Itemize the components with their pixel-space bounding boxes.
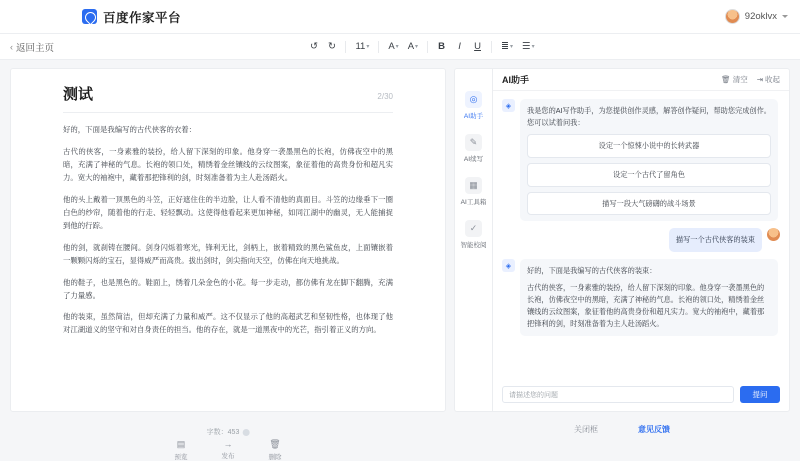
clear-chat-label: 清空 xyxy=(732,75,748,84)
sidebar-item-label: AI助手 xyxy=(463,113,484,120)
chat-bubble xyxy=(520,259,778,335)
toolbox-icon: ▦ xyxy=(465,177,482,194)
back-home-label: 返回主页 xyxy=(16,42,55,54)
italic-icon: I xyxy=(458,41,461,52)
preview-label: 预览 xyxy=(174,454,188,461)
main-content xyxy=(0,60,800,412)
brand-name: 百度作家平台 xyxy=(103,10,182,25)
chevron-down-icon xyxy=(782,15,788,18)
title-divider xyxy=(63,112,393,113)
top-bar xyxy=(0,0,800,34)
editor-toolbar xyxy=(0,34,800,60)
footer-actions xyxy=(175,439,282,461)
chat-bubble-text: 我是您的AI写作助手，为您提供创作灵感，解答创作疑问，帮助您完成创作。您可以试着问我： xyxy=(527,106,771,127)
title-char-count: 2/30 xyxy=(377,92,393,101)
brand[interactable] xyxy=(82,8,181,26)
chat-bubble: 描写一个古代侠客的装束 xyxy=(669,228,762,252)
assistant-avatar-icon: ◈ xyxy=(502,99,515,112)
toolbar-divider xyxy=(378,41,379,53)
text-color-button[interactable] xyxy=(385,38,401,55)
pencil-icon: ✎ xyxy=(465,134,482,151)
suggestion-chip[interactable]: 描写一段大气磅礴的战斗场景 xyxy=(527,192,771,216)
align-button[interactable] xyxy=(498,38,516,55)
document-paragraph: 他的头上戴着一顶黑色的斗笠，正好遮住住的半边脸，让人看不清他的真面目。斗笠的边缘垂下一圈白色的纱帘，随着他的行走、轻轻飘动。这使得他看起来更加神秘，如同江湖中的幽灵，无人能捕捉到他的行踪。 xyxy=(63,194,393,230)
clear-chat-button[interactable] xyxy=(721,74,748,85)
collapse-chat-label: 收起 xyxy=(765,75,780,84)
avatar xyxy=(767,228,780,241)
publish-label: 发布 xyxy=(221,453,235,460)
feather-logo-icon xyxy=(82,9,97,24)
list-icon: ☰ xyxy=(522,41,531,52)
formatting-tools xyxy=(306,38,537,55)
send-button[interactable]: 提问 xyxy=(740,386,780,403)
chevron-down-icon: ▾ xyxy=(415,44,419,50)
sidebar-item-ai-rewrite[interactable] xyxy=(455,134,492,163)
chat-message-list[interactable] xyxy=(493,91,789,380)
redo-button[interactable] xyxy=(324,38,339,55)
tab-feedback[interactable]: 意见反馈 xyxy=(638,424,670,434)
user-menu[interactable] xyxy=(725,9,788,24)
font-size-select[interactable] xyxy=(352,38,372,55)
trash-icon: 🗑 xyxy=(269,439,281,449)
check-doc-icon: ✓ xyxy=(465,220,482,237)
preview-button[interactable] xyxy=(175,439,188,461)
assistant-sidebar xyxy=(454,68,492,412)
chevron-down-icon: ▾ xyxy=(395,44,399,50)
sidebar-item-label: 智能校阅 xyxy=(460,242,487,249)
footer-tabs xyxy=(454,424,790,435)
document-paragraph: 他的装束，虽然简洁，但却充满了力量和威严。这不仅显示了他的高超武艺和坚韧性格，也体现了他对江湖道义的坚守和对自身责任的担当。他的存在，就是一道黑夜中的光芒，指引着正义的方向。 xyxy=(63,312,393,335)
collapse-chat-button[interactable] xyxy=(757,74,780,85)
assistant-icon: ◎ xyxy=(465,91,482,108)
collapse-icon: ⇥ xyxy=(756,75,763,84)
align-icon: ≣ xyxy=(501,41,510,52)
footer-bar xyxy=(0,412,800,461)
chat-header-actions xyxy=(721,74,780,85)
suggestion-chip[interactable]: 设定一个古代了留角色 xyxy=(527,163,771,187)
info-icon xyxy=(242,429,249,436)
chevron-down-icon: ▾ xyxy=(366,44,370,50)
undo-button[interactable] xyxy=(306,38,321,55)
chat-input[interactable]: 请描述您的问题 xyxy=(502,386,734,403)
trash-icon: 🗑 xyxy=(721,75,731,84)
highlight-color-button[interactable] xyxy=(405,38,421,55)
chat-bubble xyxy=(520,99,778,221)
chat-title: AI助手 xyxy=(502,75,530,85)
editor-card xyxy=(10,68,446,412)
preview-icon: ▤ xyxy=(176,439,186,449)
document-title-row xyxy=(63,83,393,104)
avatar xyxy=(725,9,740,24)
chevron-down-icon: ▾ xyxy=(531,44,535,50)
bold-button[interactable] xyxy=(434,38,449,55)
toolbar-divider xyxy=(427,41,428,53)
chevron-down-icon: ▾ xyxy=(510,44,514,50)
toolbar-divider xyxy=(345,41,346,53)
sidebar-item-ai-toolbox[interactable] xyxy=(455,177,492,206)
user-name: 92oklvx xyxy=(744,11,777,22)
toolbar-divider xyxy=(491,41,492,53)
word-count xyxy=(207,427,250,437)
document-title-input[interactable]: 测试 xyxy=(63,86,94,103)
font-size-value: 11 xyxy=(355,41,366,52)
word-count-label: 字数：453 xyxy=(206,429,240,436)
underline-button[interactable] xyxy=(470,38,485,55)
publish-button[interactable] xyxy=(222,439,235,461)
assistant-avatar-icon: ◈ xyxy=(502,259,515,272)
document-area[interactable] xyxy=(11,69,445,411)
list-button[interactable] xyxy=(519,38,538,55)
sidebar-item-label: AI工具箱 xyxy=(460,199,487,206)
bold-icon: B xyxy=(438,41,445,52)
chat-header xyxy=(493,69,789,91)
chat-bubble-text: 古代的侠客，一身素雅的装扮，给人留下深刻的印象。他身穿一袭墨黑色的长袍，仿佛夜空中的黑暗，充满了神秘的气息。长袍的领口处，精绣着金丝镶线的云纹图案，象征着他的高贵身份和超凡实力。宽大的袖袍中，藏着那把锋利的剑，时刻准备着为主人赴汤蹈火。 xyxy=(527,283,765,328)
chevron-left-icon: ‹ xyxy=(10,41,13,52)
chat-bubble-text: 好的，下面是我编写的古代侠客的装束： xyxy=(527,266,657,276)
delete-button[interactable] xyxy=(269,439,282,461)
redo-icon: ↻ xyxy=(327,41,336,52)
document-paragraph: 他的鞋子，也是黑色的。鞋面上，绣着几朵金色的小花。每一步走动，都仿佛有龙在脚下翻腾，充满了力量感。 xyxy=(63,277,393,300)
chat-input-row xyxy=(493,380,789,411)
sidebar-item-ai-assistant[interactable] xyxy=(455,91,492,120)
chat-message-user xyxy=(502,228,780,252)
suggestion-chip[interactable]: 设定一个惊悚小说中的长转武器 xyxy=(527,134,771,158)
undo-icon: ↺ xyxy=(309,41,318,52)
delete-label: 删除 xyxy=(268,454,282,461)
underline-icon: U xyxy=(474,41,481,52)
text-color-icon: A xyxy=(388,41,395,52)
chat-message-bot xyxy=(502,99,780,221)
assistant-panel xyxy=(454,68,790,412)
document-paragraph: 古代的侠客，一身素雅的装扮，给人留下深刻的印象。他身穿一袭墨黑色的长袍，仿佛夜空中的黑暗，充满了神秘的气息。长袍的领口处，精绣着金丝镶线的云纹图案，象征着他的高贵身份和超凡实力。宽大的袖袍中，藏着那把锋利的剑，时刻准备着为主人赴汤蹈火。 xyxy=(63,146,393,182)
sidebar-item-smart-check[interactable] xyxy=(455,220,492,249)
chat-message-bot xyxy=(502,259,780,335)
chat-panel xyxy=(492,68,790,412)
sidebar-item-label: AI续写 xyxy=(463,156,484,163)
document-paragraph: 好的，下面是我编写的古代侠客的衣着： xyxy=(63,125,197,134)
italic-button[interactable] xyxy=(452,38,467,55)
back-home-button[interactable] xyxy=(10,40,54,54)
document-paragraph: 他的剑，就刹铸在腰间。剑身闪烁着寒光，锋利无比，剑柄上，嵌着精致的黑色鲨鱼皮，上面镶嵌着一颗颗闪烁的宝石，显得威严而高贵。拔出剑时，剑尖指向天空，仿佛在向天地挑战。 xyxy=(63,242,393,265)
tab-close-chat[interactable]: 关闭框 xyxy=(574,424,598,434)
highlight-icon: A xyxy=(407,41,415,52)
publish-icon: → xyxy=(223,439,233,449)
